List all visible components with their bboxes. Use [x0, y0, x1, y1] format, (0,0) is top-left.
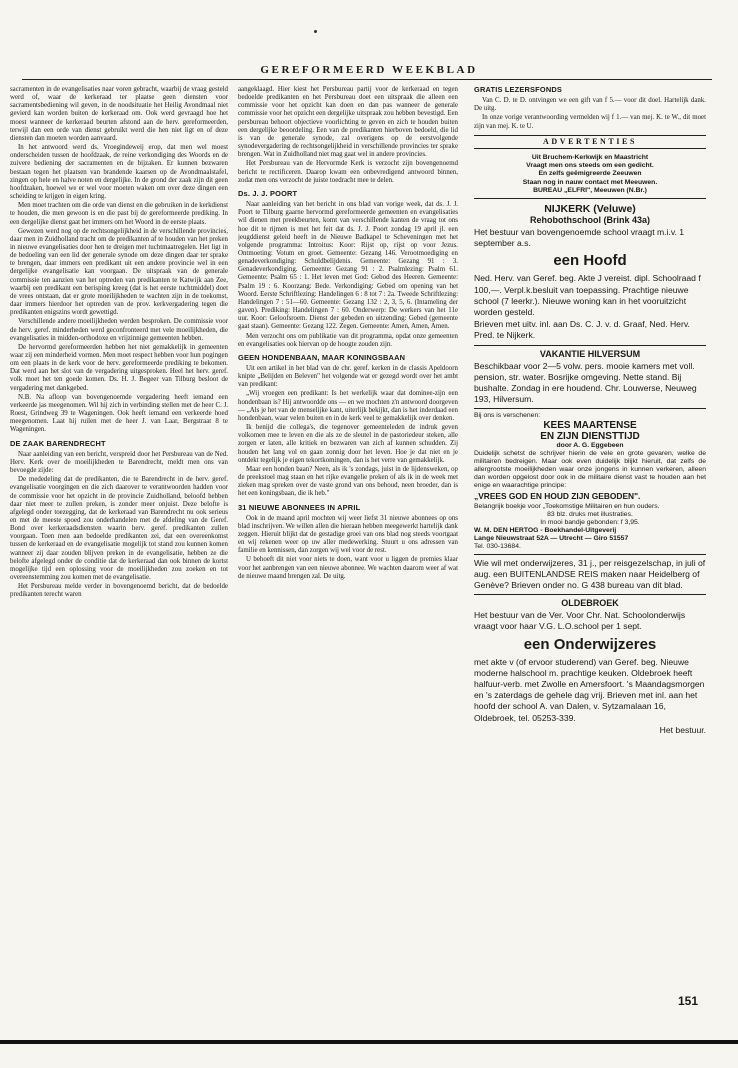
col1-paragraph: Gewezen werd nog op de rechtsongelijkheid in de verschillende provincies, daar men in Zuidholland tracht om de predikanten af te houden van het preken in nieuwe evangelisaties door hen te dreigen met tuchtmaatregelen. Het ligt in de bedoeling van een lid der generale synode om deze dingen daar ter sprake te brengen, daar immers een predikant uit een andere provincie wel in een dergelijke evangelisatie kan voorgaan. De uitspraak van de generale commissie ten aanzien van het optreden van predikanten te Katwijk aan Zee, waarbij een predikant een berisping kreeg (dat is het eerste tuchtmiddel) doet de vrees ontstaan, dat er grote moeilijkheden te wachten zijn in de toekomst, daar immers hierdoor het optreden van de prov. kerkvergadering tegen die predikanten enigszins wordt gewettigd. — [10, 227, 228, 317]
ad-nijkerk-intro: Het bestuur van bovengenoemde school vraagt m.i.v. 1 september a.s. — [474, 226, 685, 249]
ad-book-title: EN ZIJN DIENSTTIJD — [540, 431, 640, 443]
ad-elfri-line: En zelfs geëmigreerde Zeeuwen — [538, 170, 642, 178]
col1-paragraph: Men moet trachten om die orde van dienst en die gebruiken in de kerkdienst te houden, die men gewoon is en die past bij de gereformeerde prediking. In een dergelijke dienst gaat het immers om het Woord in de eerste plaats. — [10, 202, 228, 226]
ad-book-address: Lange Nieuwstraat 52A — Utrecht — Giro 51557 — [474, 534, 629, 542]
article-heading-poort: Ds. J. J. POORT — [238, 188, 298, 198]
footer-rule — [0, 1040, 738, 1044]
col2-paragraph: Ik benijd die collega's, die tegenover gemeenteleden de indruk geven volkomen mee te leven en die als ze de sleutel in de pastoriedeur steken, alle zorgen er laten, alle kritiek en bezwaren van zich af kunnen schudden. Zij houden het lang vol en gaan zonnig door het leven. Hoe je dat niet en je ontdekt tegelijk je eigen tekortkomingen, dan is het verre van gemakkelijk. — [238, 424, 458, 464]
ad-book-description: Duidelijk schetst de schrijver hierin de vele en grote gevaren, welke de militairen bedreigen. Maar ook even duidelijk blijkt hieruit, dat zelfs de allergrootste moeilijkheden waar onze jongens in kunnen verkeren, alleen dan worden opgelost door ook in de militaire dienst vast te houden aan het enige en waarachtige principe: — [474, 450, 706, 490]
ad-elfri-line: BUREAU „ELFRI", Meeuwen (N.Br.) — [533, 186, 647, 194]
article-heading-hondenbaan: GEEN HONDENBAAN, MAAR KONINGSBAAN — [238, 352, 406, 362]
print-dot — [314, 30, 317, 33]
ad-nijkerk-position: een Hoofd — [553, 252, 627, 270]
column-1 — [10, 86, 228, 1016]
ad-oldebroek — [474, 598, 706, 736]
ad-nijkerk-subtitle: Rehobothschool (Brink 43a) — [529, 214, 650, 225]
col2-paragraph: Men verzocht ons om publikatie van dit programma, opdat onze gemeenten en evangelisaties ook hiervan op de hoogte zouden zijn. — [238, 332, 458, 348]
ad-nijkerk-body: Ned. Herv. van Geref. beg. Akte J vereist. dipl. Schoolraad f 100,—. Verpl.k.besluit van toepassing. Prachtige nieuwe school (7 leerkr.). Nieuwe woning kan in het vooruitzicht worden gesteld. — [474, 273, 701, 317]
col1-paragraph: Het Persbureau melde verder in bovengenoemd bericht, dat de bedoelde predikanten terecht waren — [10, 583, 228, 599]
col1-paragraph: Naar aanleiding van een bericht, verspreid door het Persbureau van de Ned. Herv. Kerk over de moeilijkheden te Barendrecht, meldt men ons van bevoegde zijde: — [10, 450, 228, 475]
ad-vakantie-body: Beschikbaar voor 2—5 volw. pers. mooie kamers met voll. pension, str. water. Bosrijke omgeving. Nette stand. Bij bushalte. Zondag in ere houdend. Chr. Louwerse, Neuweg 193, Hilversum. — [474, 360, 697, 405]
ad-nijkerk — [474, 203, 706, 342]
ad-elfri-line: Vraagt men ons steeds om een gedicht. — [526, 162, 654, 170]
col1-paragraph: De hervormd gereformeerden hebben het niet gemakkelijk in gemeenten waar zij een minderheid vormen. Men moet respect hebben voor hun pogingen om een plaats in de kerk voor de herv. gereformeerde prediking te bekomen. Dat werd aan het slot van de vergadering uitgesproken. Heel het herv. geref. volk moet het ten goede komen. Ds. H. J. Begeer van Tilburg besloot de vergadering met dankgebed. — [10, 343, 228, 392]
col2-paragraph: U behoeft dit niet voor niets te doen, want voor u liggen de premies klaar voor het aanbrengen van een nieuwe abonnee. We wachten daarom weer af wat de nieuwe maand brengen zal. De uitg. — [238, 556, 458, 580]
ad-book-author: door A. G. Eggebeen — [556, 442, 624, 450]
lezersfonds-paragraph: In onze vorige verantwoording vermelden wij f 1.— van mej. K. te W., dit moet zijn van mej. K. te U. — [474, 114, 706, 130]
col1-paragraph: sacramenten in de evangelisaties naar voren gebracht, waarbij de vraag gesteld werd of, waar de kerkeraad ter plaatse geen diensten voor sacramentsbediening wil geven, in de noodsituatie het Heilig Avondmaal niet gevierd kan worden buiten de kerkeraad om. Ook werd gevraagd hoe het moest wanneer de kerkeraad beurten afstond aan de herv. gereformeerden, terwijl dan een orde van dienst gebruikt werd die hen niet ligt en of deze diensten dan moeten worden aanvaard. — [10, 86, 228, 142]
ad-elfri-line: Uit Bruchem-Kerkwijk en Maastricht — [531, 153, 649, 161]
col2-paragraph: Maar een honden baan? Neen, als ik 's zondags, juist in de lijdensweken, op de preekstoel mag staan en het rijke evangelie preken of als ik in de week met zieken mag spreken over de vaste grond van ons behoud, neen broeder, dan is het een koningsbaan, die ik heb." — [238, 465, 458, 498]
article-heading-lezersfonds: GRATIS LEZERSFONDS — [474, 86, 563, 94]
ad-elfri-line: Staan nog in nauw contact met Meeuwen. — [522, 178, 658, 186]
lezersfonds-paragraph: Van C. D. te D. ontvingen we een gift van f 5.— voor dit doel. Hartelijk dank. De uitg. — [474, 97, 706, 113]
ad-book — [474, 412, 706, 550]
ad-oldebroek-title: OLDEBROEK — [561, 598, 619, 609]
masthead-rule — [22, 79, 712, 80]
article-heading-abonnees: 31 NIEUWE ABONNEES IN APRIL — [238, 502, 361, 512]
masthead: GEREFORMEERD WEEKBLAD — [260, 64, 478, 76]
col2-paragraph: Naar aanleiding van het bericht in ons blad van vorige week, dat ds. J. J. Poort te Tilburg gaarne hervormd gereformeerde gemeenten en evangelisaties wil dienen met preekbeurten, komt van verschillende kanten de vraag tot ons hoe dit te rijmen is met het feit dat ds. J. J. Poort zondag 19 april jl. een jeugddienst geleid heeft in de Nieuwe Badkapel te Scheveningen met het volgende programma: Introitus: Koor: Rijst op, rijst op voor Jezus. Ontmoeting: Votum en groet. Gemeente: Gezang 146. Verootmoediging en genadeverkondiging: Schuldbelijdenis. Gemeente: Gezang 91 : 3. Genadeverkondiging. Gemeente: Gezang 91 : 2. Psalmlezing: Psalm 61. Gemeente: Psalm 65 : 1. Het leven met God: Gebod des Heeren. Gemeente: Psalm 19 : 6. Koorzang: Bede. Verkondiging: Gebed om opening van het Woord. Eerste Schriftlezing: Handelingen 6 : 8 tot 7 : 2a. Tweede Schriftlezing: Handelingen 7 : 51—60. Gemeente: Gezang 132 : 2, 3, 5, 6. (Intameling der gaven). Prediking: Handelingen 7 : 60. Onderwerp: De werkers van het 11e uur. Koor: Geloofsroem. Dienst der gebeden en uitzending: Gebed (gemeente gaat staan). Gemeente: Gezang 122. Zegen. Gemeente: Amen, Amen, Amen. — [238, 201, 458, 331]
ad-oldebroek-intro: Het bestuur van de Ver. Voor Chr. Nat. Schoolonderwijs vraagt voor haar V.G. L.O.school per 1 sept. — [474, 610, 686, 632]
ad-divider — [474, 408, 706, 409]
col2-paragraph: Het Persbureau van de Hervormde Kerk is verzocht zijn bovengenoemd bericht te rectificeren. Daarop kwam een onbevredigend antwoord binnen, zodat men ons verzocht de juiste toedracht mee te delen. — [238, 160, 458, 184]
article-heading-barendrecht: DE ZAAK BARENDRECHT — [10, 438, 106, 448]
ad-book-phone: Tel. 030-13684. — [474, 542, 521, 550]
col1-paragraph: Verschillende andere moeilijkheden werden besproken. De commissie voor de herv. geref. minderheden werd geconfronteerd met vele moeilijkheden, die evangelisaties in midden-orthodoxe en vrijzinnige gemeenten hebben. — [10, 318, 228, 342]
column-2 — [238, 86, 458, 1016]
ad-nijkerk-contact: Brieven met uitv. inl. aan Ds. C. J. v. d. Graaf, Ned. Herv. Pred. te Nijkerk. — [474, 319, 690, 341]
ad-divider — [474, 554, 706, 555]
col2-paragraph: Ook in de maand april mochten wij weer liefst 31 nieuwe abonnees op ons blad inschrijven. We willen allen die hieraan hebben meegewerkt hartelijk dank zeggen. Hieruit blijkt dat de gestadige groei van ons blad nog steeds voortgaat en wij rekenen weer op uw aller medewerking. Stuurt u ons adressen van familie en kennissen, dan zorgen wij wel voor de rest. — [238, 514, 458, 555]
ad-book-extra: Belangrijk boekje voor „Toekomstige Militairen en hun ouders. — [474, 502, 660, 510]
page-number: 151 — [678, 994, 699, 1008]
ad-book-title: KEES MAARTENSE — [543, 420, 637, 432]
ad-elfri — [474, 152, 706, 199]
ad-book-motto: „VREES GOD EN HOUD ZIJN GEBODEN". — [474, 491, 641, 502]
ad-divider — [474, 594, 706, 595]
column-3 — [474, 86, 706, 1046]
ad-book-price: 83 blz. druks met illustraties. — [547, 510, 633, 518]
ad-oldebroek-position: een Onderwijzeres — [523, 635, 657, 653]
ad-oldebroek-signature: Het bestuur. — [659, 724, 706, 735]
ad-vakantie-title: VAKANTIE HILVERSUM — [539, 348, 641, 359]
ad-book-price: In mooi bandje gebonden: f 3,95. — [540, 518, 640, 526]
col2-paragraph: aangeklaagd. Hier kiest het Persbureau partij voor de kerkeraad en tegen bedoelde predikanten en het Persbureau doet een uitspraak die alleen een commissie voor het opzicht kan doen en dan pas wanneer de generale commissie voor het opzicht een dergelijke uitspraak zou hebben bevestigd. Een persbureau behoort objectieve voorlichting te geven en zich te houden buiten een dergelijke beoordeling. Een van de predikanten hierboven bedoeld, die lid is van de generale synode, zal overigens op de eerstvolgende synodevergadering de rechtsongelijkheid in verschillende provincies ter sprake brengen. Wat in Zuidholland niet mag gaat wel in andere provincies. — [238, 86, 458, 159]
ad-reis: Wie wil met onderwijzeres, 31 j., per reisgezelschap, in juli of aug. een BUITENLANDSE REIS maken naar Heidelberg of Genève? Brieven onder no. G 438 bureau van dit blad. — [474, 557, 706, 590]
col1-paragraph: N.B. Na afloop van bovengenoemde vergadering heeft iemand een verkeerde jas meegenomen. Wil hij zich in verbinding stellen met de heer C. J. Roest, Grindweg 39 te Wageningen. Ook heeft iemand een verkeerde hoed meegenomen. Laat hij ruilen met de heer J. van Laar, Bergstraat 8 te Wageningen. — [10, 393, 228, 434]
col2-paragraph: Uit een artikel in het blad van de chr. geref. kerken in de classis Apeldoorn knipte „Belijden en Beleven" het volgende wat er gezegd wordt over het ambt van predikant: — [238, 365, 458, 389]
col1-paragraph: De mededeling dat de predikanten, die te Barendrecht in de herv. geref. evangelisatie voorgingen en die zich daarover te verantwoorden hadden voor de commissie voor het opzicht in de provincie Zuidholland, beloofd hebben daar niet meer te zullen preken, is zonder meer onjuist. Deze belofte is afgelegd onder toezegging, dat de kerkeraad van Barendrecht nu ook serieus en met de meeste spoed zou onderhandelen met de afdeling van de Geref. Bond over kerkeraadsdiensten waarin herv. geref. predikanten zullen voorgaan. Toen men aan bedoelde predikanten zei, dat een overeenkomst tussen de kerkeraad en de evangelisatie mogelijk tot stand zou kunnen komen wanneer zij daar zouden blijven preken in de evangelisatie, hebben ze die belofte afgelegd onder de conditie dat de kerkeraad dan ook binnen de kortst mogelijke tijd een oplossing voor de moeilijkheden zou zoeken en tot overeenstemming zou komen met de evangelisatie. — [10, 476, 228, 582]
ad-oldebroek-body: met akte v (of ervoor studerend) van Geref. beg. Nieuwe moderne halschool m. prachtige keuken. Oldebroek heeft halfuur-verb. met Zwolle en Amersfoort. 's Maandagsmorgen en 's zaterdags de gehele dag vrij. Brieven met inl. aan het hoofd der school A. van Dalen, v. Sytzamalaan 16, Oldebroek, tel. 05253-339. — [474, 656, 705, 723]
ad-nijkerk-title: NIJKERK (Veluwe) — [544, 202, 636, 215]
ad-divider — [474, 345, 706, 346]
ad-book-lead: Bij ons is verschenen: — [474, 412, 541, 420]
col2-paragraph: „Wij vroegen een predikant: Is het werkelijk waar dat dominee-zijn een hondenbaan is? Hij antwoordde ons — en we mochten z'n antwoord doorgeven — „Als je het van de menselijke kant, uiterlijk bekijkt, dan is het inderdaad een hondenbaan, waar velen buiten en in de kerk veel te gemakkelijk over denken. — [238, 390, 458, 422]
ad-vakantie — [474, 349, 706, 406]
col1-paragraph: In het antwoord werd ds. Vroegindeweij erop, dat men wel moest onderscheiden tussen de hoofdzaak, de reine verkondiging des Woords en de zuivere bediening der sacramenten en de bijzaken. Er kunnen bezwaren bestaan tegen het plaatsen van brandende kaarsen op de Avondmaalstafel, zingen op hele en halve noten en dergelijke. In de grond der zaak zijn dit geen hoofdzaken, hoewel we er wel voor moeten waken om over deze dingen een scheiding te krijgen in eigen kring. — [10, 144, 228, 201]
advertenties-header: ADVERTENTIES — [474, 135, 706, 149]
ad-book-publisher: W. M. DEN HERTOG - Boekhandel-Uitgeverij — [474, 526, 617, 534]
